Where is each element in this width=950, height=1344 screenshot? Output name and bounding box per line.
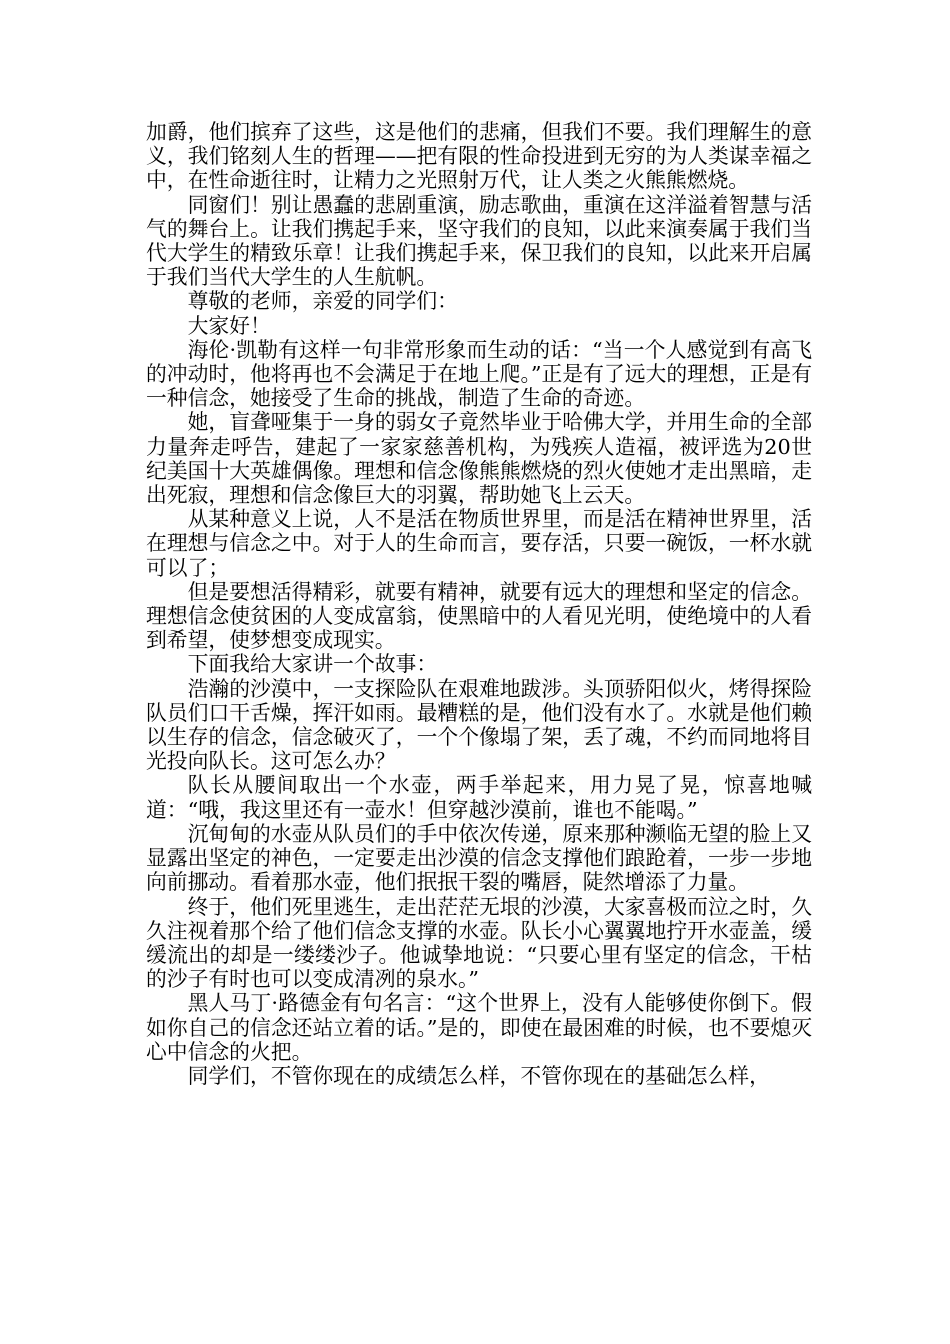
paragraph-10: 浩瀚的沙漠中，一支探险队在艰难地跋涉。头顶骄阳似火，烤得探险队员们口干舌燥，挥汗如雨。最糟糕的是，他们没有水了。水就是他们赖以生存的信念，信念破灭了，一个个像塌了架，丢了魂，不约而同地将目光投向队长。这可怎么办？ — [146, 676, 812, 774]
paragraph-7: 从某种意义上说，人不是活在物质世界里，而是活在精神世界里，活在理想与信念之中。对于人的生命而言，要存活，只要一碗饭，一杯水就可以了； — [146, 507, 812, 580]
document-body — [146, 120, 812, 1088]
paragraph-12: 沉甸甸的水壶从队员们的手中依次传递，原来那种濒临无望的脸上又显露出坚定的神色，一定要走出沙漠的信念支撑他们踉跄着，一步一步地向前挪动。看着那水壶，他们抿抿干裂的嘴唇，陡然增添了力量。 — [146, 821, 812, 895]
paragraph-15: 同学们，不管你现在的成绩怎么样，不管你现在的基础怎么样， — [187, 1063, 770, 1088]
paragraph-8: 但是要想活得精彩，就要有精神，就要有远大的理想和坚定的信念。理想信念使贫困的人变成富翁，使黑暗中的人看见光明，使绝境中的人看到希望，使梦想变成现实。 — [146, 579, 812, 653]
paragraph-3: 尊敬的老师，亲爱的同学们： — [187, 289, 458, 314]
paragraph-14: 黑人马丁·路德金有句名言：“这个世界上，没有人能够使你倒下。假如你自己的信念还站立着的话。”是的，即使在最困难的时候，也不要熄灭心中信念的火把。 — [146, 991, 812, 1064]
paragraph-5: 海伦·凯勒有这样一句非常形象而生动的话：“当一个人感觉到有高飞的冲动时，他将再也不会满足于在地上爬。”正是有了远大的理想，正是有一种信念，她接受了生命的挑战，制造了生命的奇迹。 — [146, 337, 812, 411]
paragraph-6: 她，盲聋哑集于一身的弱女子竟然毕业于哈佛大学，并用生命的全部力量奔走呼告，建起了一家家慈善机构，为残疾人造福，被评选为20世纪美国十大英雄偶像。理想和信念像熊熊燃烧的烈火使她才走出黑暗，走出死寂，理想和信念像巨大的羽翼，帮助她飞上云天。 — [146, 410, 812, 508]
paragraph-13: 终于，他们死里逃生，走出茫茫无垠的沙漠，大家喜极而泣之时，久久注视着那个给了他们信念支撑的水壶。队长小心翼翼地拧开水壶盖，缓缓流出的却是一缕缕沙子。他诚挚地说：“只要心里有坚定的信念，干枯的沙子有时也可以变成清冽的泉水。” — [146, 894, 812, 992]
paragraph-11: 队长从腰间取出一个水壶，两手举起来，用力晃了晃，惊喜地喊道：“哦，我这里还有一壶水！但穿越沙漠前，谁也不能喝。” — [146, 773, 812, 822]
paragraph-4: 大家好！ — [187, 313, 271, 338]
paragraph-2: 同窗们！别让愚蠢的悲剧重演，励志歌曲，重演在这洋溢着智慧与活气的舞台上。让我们携起手来，坚守我们的良知，以此来演奏属于我们当代大学生的精致乐章！让我们携起手来，保卫我们的良知，以此来开启属于我们当代大学生的人生航帆。 — [146, 192, 812, 290]
paragraph-9: 下面我给大家讲一个故事： — [187, 652, 438, 677]
paragraph-1: 加爵，他们摈弃了这些，这是他们的悲痛，但我们不要。我们理解生的意义，我们铭刻人生的哲理——把有限的性命投进到无穷的为人类谋幸福之中，在性命逝往时，让精力之光照射万代，让人类之火熊熊燃烧。 — [146, 120, 812, 193]
